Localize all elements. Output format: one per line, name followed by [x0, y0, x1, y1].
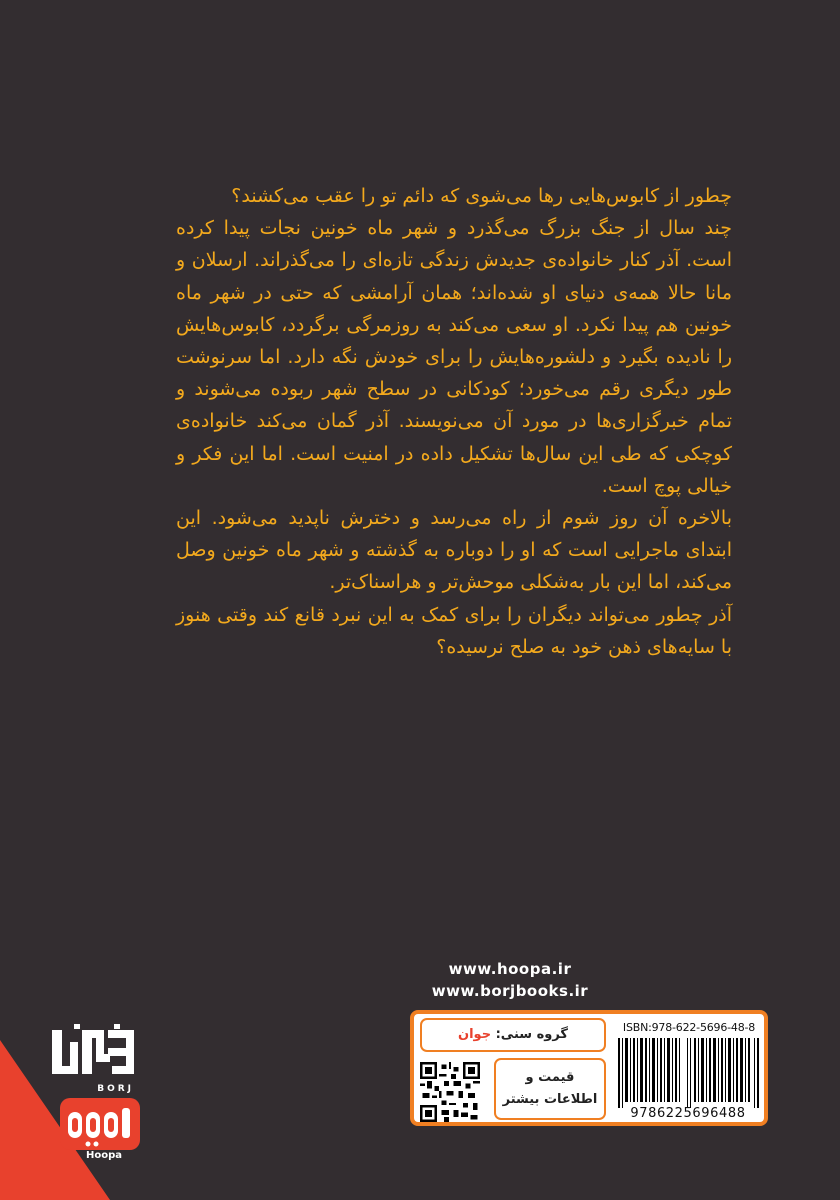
blurb-paragraph-4: آذر چطور می‌تواند دیگران را برای کمک به این نبرد قانع کند وقتی هنوز با سایه‌های ذهن خود به صلح نرسیده؟	[176, 603, 732, 658]
age-group-label: گروه سنی:	[495, 1027, 568, 1042]
borj-website-link[interactable]: www.borjbooks.ir	[431, 982, 589, 1000]
age-group-value: جوان	[458, 1027, 492, 1042]
blurb-paragraph-2: چند سال از جنگ بزرگ می‌گذرد و شهر ماه خونین نجات پیدا کرده است. آذر کنار خانواده‌ی جدیدش زندگی تازه‌ای را می‌گذراند. ارسلان و مانا حالا همه‌ی دنیای او شده‌اند؛ همان آرامشی که حتی در شهر ماه خونین هم پیدا نکرد. او سعی می‌کند به روزمرگی برگردد، کابوس‌هایش را نادیده بگیرد و دلشوره‌هایش را برای خودش نگه دارد. اما سرنوشت طور دیگری رقم می‌خورد؛ کودکانی در سطح شهر ربوده می‌شوند و تمام خبرگزاری‌ها در مورد آن می‌نویسند. آذر گمان می‌کند خانواده‌ی کوچکی که طی این سال‌ها تشکیل داده در امنیت است. اما این فکر و خیالی پوچ است.	[176, 217, 732, 497]
age-group-box	[420, 1018, 606, 1052]
price-line-2: اطلاعات بیشتر	[502, 1092, 598, 1107]
barcode-icon	[616, 1038, 762, 1108]
isbn-text: ISBN:978-622-5696-48-8	[622, 1021, 756, 1034]
blurb-paragraph-3: بالاخره آن روز شوم از راه می‌رسد و دخترش ناپدید می‌شود. این ابتدای ماجرایی است که او را دوباره به گذشته و شهر ماه خونین وصل می‌کند، اما این بار به‌شکلی موحش‌تر و هراسناک‌تر.	[176, 507, 732, 594]
hoopa-logo	[60, 1098, 140, 1150]
qr-code-icon[interactable]	[420, 1062, 480, 1122]
price-info-box	[494, 1058, 606, 1120]
blurb-paragraph-1: چطور از کابوس‌هایی رها می‌شوی که دائم تو را عقب می‌کشند؟	[231, 185, 732, 207]
publisher-websites	[420, 958, 600, 1002]
hoopa-website-link[interactable]: www.hoopa.ir	[448, 960, 572, 978]
borj-wordmark: BORJ	[97, 1084, 134, 1094]
barcode-number: 9786225696488	[630, 1106, 746, 1121]
book-info-box	[410, 1010, 768, 1126]
hoopa-wordmark: Hoopa	[85, 1150, 122, 1161]
back-cover-blurb	[176, 180, 732, 663]
price-line-1: قیمت و	[525, 1070, 575, 1085]
borj-logo	[50, 1024, 136, 1082]
